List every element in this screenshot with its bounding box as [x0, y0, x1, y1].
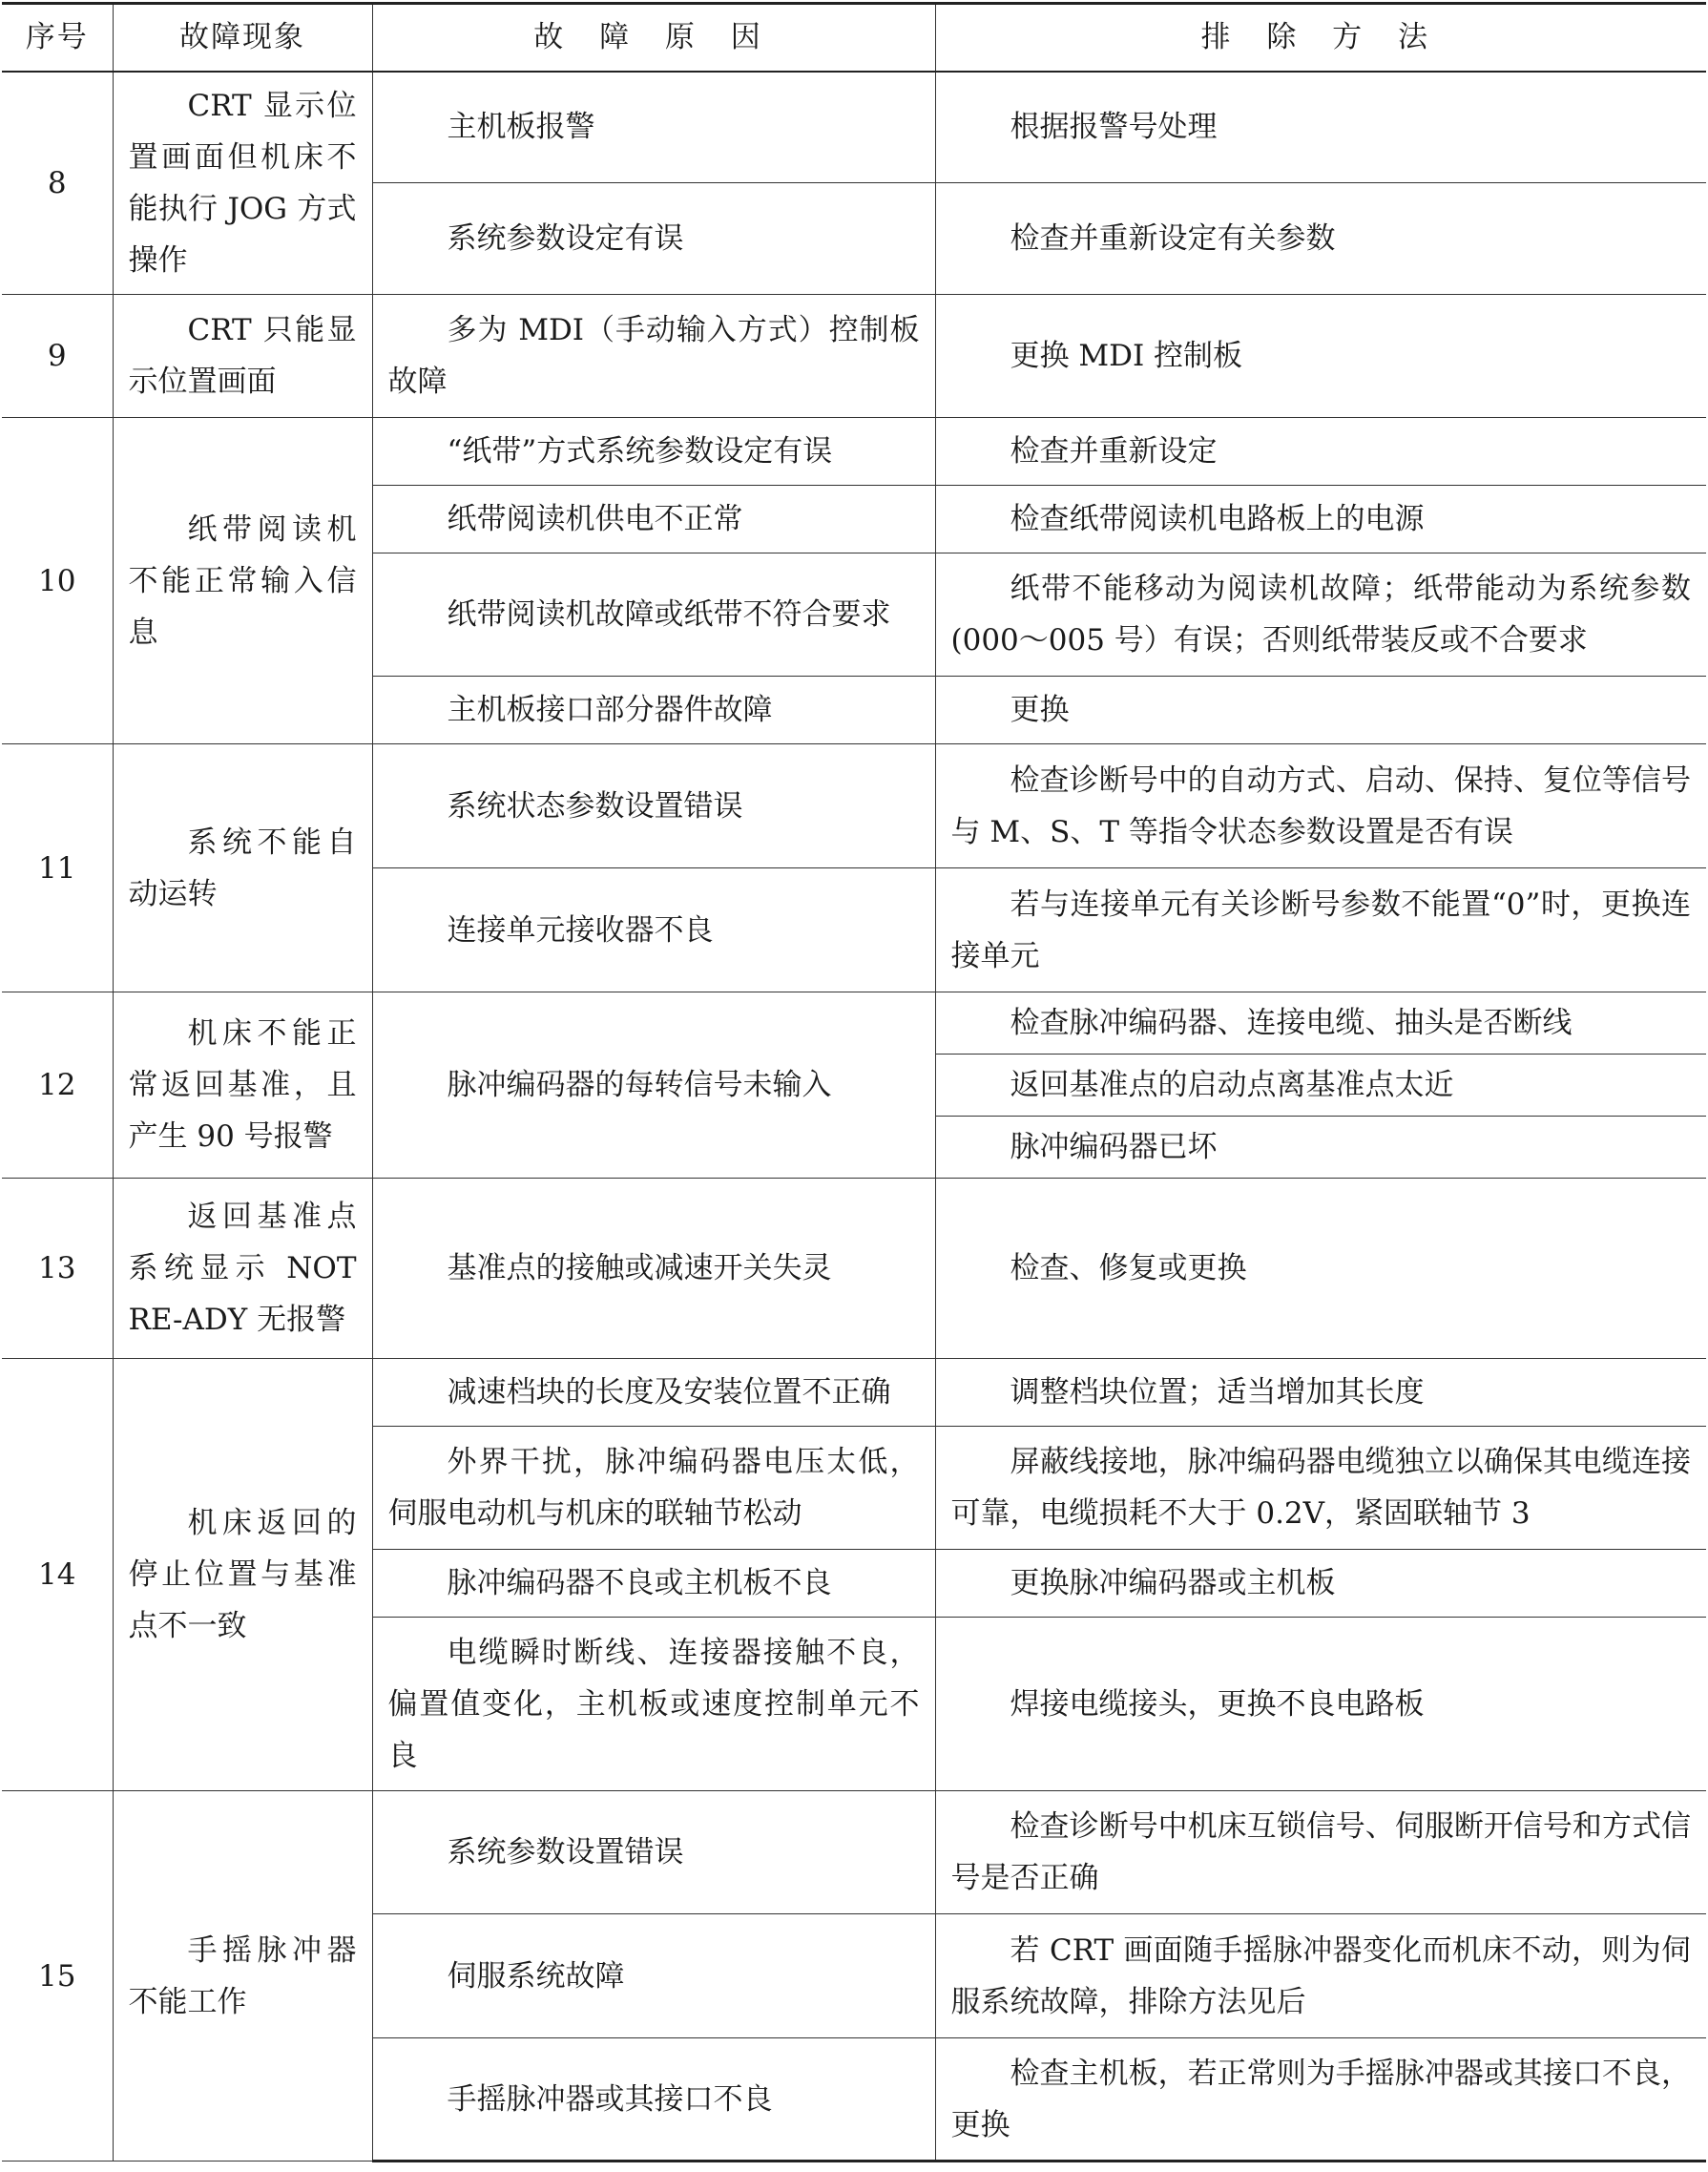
header-fault-symptom: 故障现象: [113, 4, 372, 72]
fault-cause: “纸带”方式系统参数设定有误: [372, 418, 935, 486]
remedy-method: 检查诊断号中机床互锁信号、伺服断开信号和方式信号是否正确: [935, 1791, 1706, 1914]
fault-cause: 主机板报警: [372, 72, 935, 183]
remedy-method: 更换: [935, 677, 1706, 744]
remedy-method: 若 CRT 画面随手摇脉冲器变化而机床不动，则为伺服系统故障，排除方法见后: [935, 1914, 1706, 2038]
header-fault-cause: 故 障 原 因: [372, 4, 935, 72]
remedy-method: 检查脉冲编码器、连接电缆、抽头是否断线: [935, 992, 1706, 1055]
fault-cause: 脉冲编码器不良或主机板不良: [372, 1550, 935, 1618]
fault-cause: 电缆瞬时断线、连接器接触不良，偏置值变化，主机板或速度控制单元不良: [372, 1618, 935, 1791]
fault-symptom: 手摇脉冲器不能工作: [113, 1791, 372, 2162]
table-row: [2, 992, 1706, 1055]
fault-cause: 多为 MDI（手动输入方式）控制板故障: [372, 295, 935, 418]
fault-symptom: 系统不能自动运转: [113, 744, 372, 992]
row-number: 8: [2, 72, 113, 295]
fault-symptom: 机床返回的停止位置与基准点不一致: [113, 1359, 372, 1791]
fault-cause: 减速档块的长度及安装位置不正确: [372, 1359, 935, 1427]
remedy-method: 检查纸带阅读机电路板上的电源: [935, 486, 1706, 553]
remedy-method: 检查、修复或更换: [935, 1179, 1706, 1359]
row-number: 15: [2, 1791, 113, 2162]
remedy-method: 屏蔽线接地，脉冲编码器电缆独立以确保其电缆连接可靠，电缆损耗不大于 0.2V，紧固联轴节 3: [935, 1427, 1706, 1550]
table-row: [2, 418, 1706, 486]
remedy-method: 若与连接单元有关诊断号参数不能置“0”时，更换连接单元: [935, 868, 1706, 992]
fault-cause: 脉冲编码器的每转信号未输入: [372, 992, 935, 1179]
fault-cause: 系统参数设定有误: [372, 183, 935, 295]
table-row: [2, 1359, 1706, 1427]
row-number: 12: [2, 992, 113, 1179]
fault-cause: 系统参数设置错误: [372, 1791, 935, 1914]
fault-cause: 纸带阅读机故障或纸带不符合要求: [372, 553, 935, 677]
remedy-method: 更换脉冲编码器或主机板: [935, 1550, 1706, 1618]
remedy-method: 更换 MDI 控制板: [935, 295, 1706, 418]
fault-symptom: 返回基准点系统显示 NOT RE-ADY 无报警: [113, 1179, 372, 1359]
header-remedy-method: 排 除 方 法: [935, 4, 1706, 72]
table-row: [2, 1791, 1706, 1914]
row-number: 14: [2, 1359, 113, 1791]
remedy-method: 检查诊断号中的自动方式、启动、保持、复位等信号与 M、S、T 等指令状态参数设置是否有误: [935, 744, 1706, 868]
table-row: [2, 1179, 1706, 1359]
fault-cause: 系统状态参数设置错误: [372, 744, 935, 868]
fault-symptom: CRT 显示位置画面但机床不能执行 JOG 方式操作: [113, 72, 372, 295]
row-number: 9: [2, 295, 113, 418]
fault-cause: 连接单元接收器不良: [372, 868, 935, 992]
fault-symptom: CRT 只能显示位置画面: [113, 295, 372, 418]
remedy-method: 检查并重新设定: [935, 418, 1706, 486]
fault-cause: 基准点的接触或减速开关失灵: [372, 1179, 935, 1359]
remedy-method: 焊接电缆接头，更换不良电路板: [935, 1618, 1706, 1791]
remedy-method: 根据报警号处理: [935, 72, 1706, 183]
table-row: [2, 72, 1706, 183]
row-number: 11: [2, 744, 113, 992]
fault-cause: 主机板接口部分器件故障: [372, 677, 935, 744]
row-number: 10: [2, 418, 113, 744]
header-serial-number: 序号: [2, 4, 113, 72]
remedy-method: 返回基准点的启动点离基准点太近: [935, 1055, 1706, 1117]
fault-cause: 手摇脉冲器或其接口不良: [372, 2038, 935, 2162]
remedy-method: 纸带不能移动为阅读机故障；纸带能动为系统参数(000～005 号）有误；否则纸带装反或不合要求: [935, 553, 1706, 677]
fault-cause: 纸带阅读机供电不正常: [372, 486, 935, 553]
fault-symptom: 纸带阅读机不能正常输入信息: [113, 418, 372, 744]
row-number: 13: [2, 1179, 113, 1359]
remedy-method: 调整档块位置；适当增加其长度: [935, 1359, 1706, 1427]
table-header-row: [2, 4, 1706, 72]
table-row: [2, 295, 1706, 418]
fault-cause: 伺服系统故障: [372, 1914, 935, 2038]
remedy-method: 脉冲编码器已坏: [935, 1117, 1706, 1179]
fault-symptom: 机床不能正常返回基准，且产生 90 号报警: [113, 992, 372, 1179]
fault-cause: 外界干扰，脉冲编码器电压太低，伺服电动机与机床的联轴节松动: [372, 1427, 935, 1550]
remedy-method: 检查并重新设定有关参数: [935, 183, 1706, 295]
table-row: [2, 744, 1706, 868]
fault-table: [2, 2, 1706, 2162]
remedy-method: 检查主机板，若正常则为手摇脉冲器或其接口不良，更换: [935, 2038, 1706, 2162]
